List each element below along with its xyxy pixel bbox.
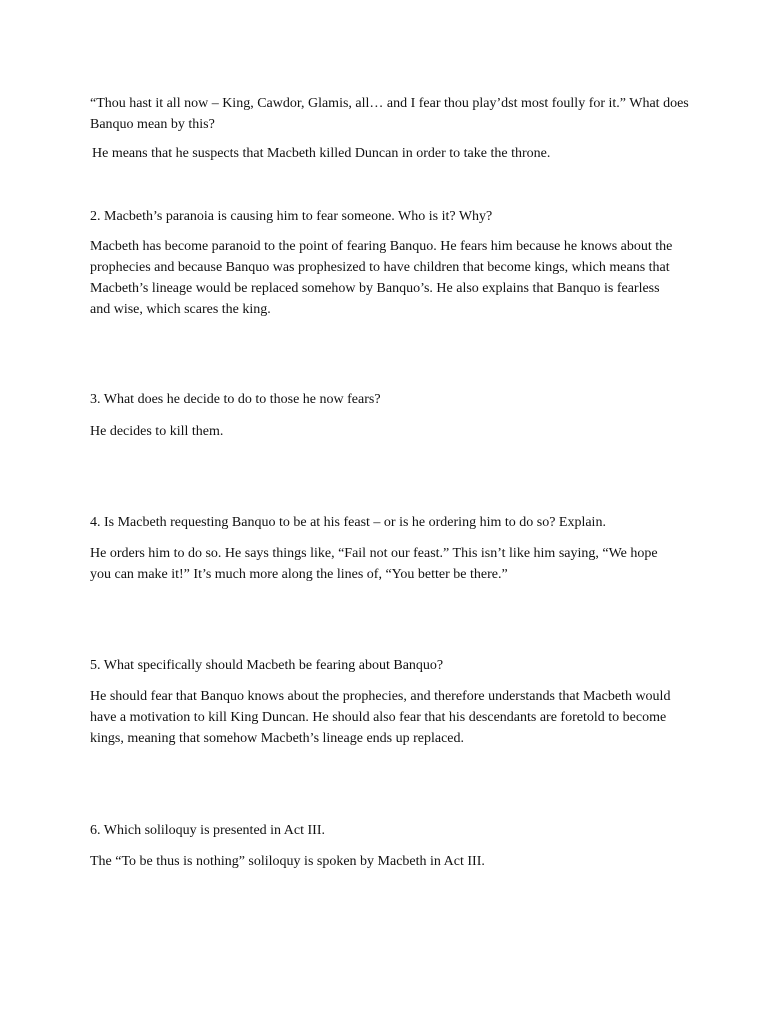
answer-6: The “To be thus is nothing” soliloquy is spoken by Macbeth in Act III. xyxy=(90,854,485,869)
answer-1: He means that he suspects that Macbeth killed Duncan in order to take the throne. xyxy=(92,146,551,161)
question-2: 2. Macbeth’s paranoia is causing him to fear someone. Who is it? Why? xyxy=(90,209,493,224)
question-4: 4. Is Macbeth requesting Banquo to be at his feast – or is he ordering him to do so? Explain. xyxy=(90,515,606,530)
answer-5: He should fear that Banquo knows about the prophecies, and therefore understands that Macbeth would have a motivation to kill King Duncan. He should also fear that his descendants are foretold to become kings, meaning that somehow Macbeth’s lineage ends up replaced. xyxy=(90,689,671,746)
question-1: “Thou hast it all now – King, Cawdor, Glamis, all… and I fear thou play’dst most foully for it.” What does Banquo mean by this? xyxy=(90,96,689,132)
question-5: 5. What specifically should Macbeth be fearing about Banquo? xyxy=(90,658,444,673)
answer-4: He orders him to do so. He says things like, “Fail not our feast.” This isn’t like him saying, “We hope you can make it!” It’s much more along the lines of, “You better be there.” xyxy=(90,546,658,582)
question-3: 3. What does he decide to do to those he now fears? xyxy=(90,392,381,407)
question-6: 6. Which soliloquy is presented in Act III. xyxy=(90,823,325,838)
answer-2: Macbeth has become paranoid to the point of fearing Banquo. He fears him because he knows about the prophecies and because Banquo was prophesized to have children that become kings, which means that Macbeth’s lineage would be replaced somehow by Banquo’s. He also explains that Banquo is fearless and wise, which scares the king. xyxy=(90,239,673,317)
answer-3: He decides to kill them. xyxy=(90,424,224,439)
